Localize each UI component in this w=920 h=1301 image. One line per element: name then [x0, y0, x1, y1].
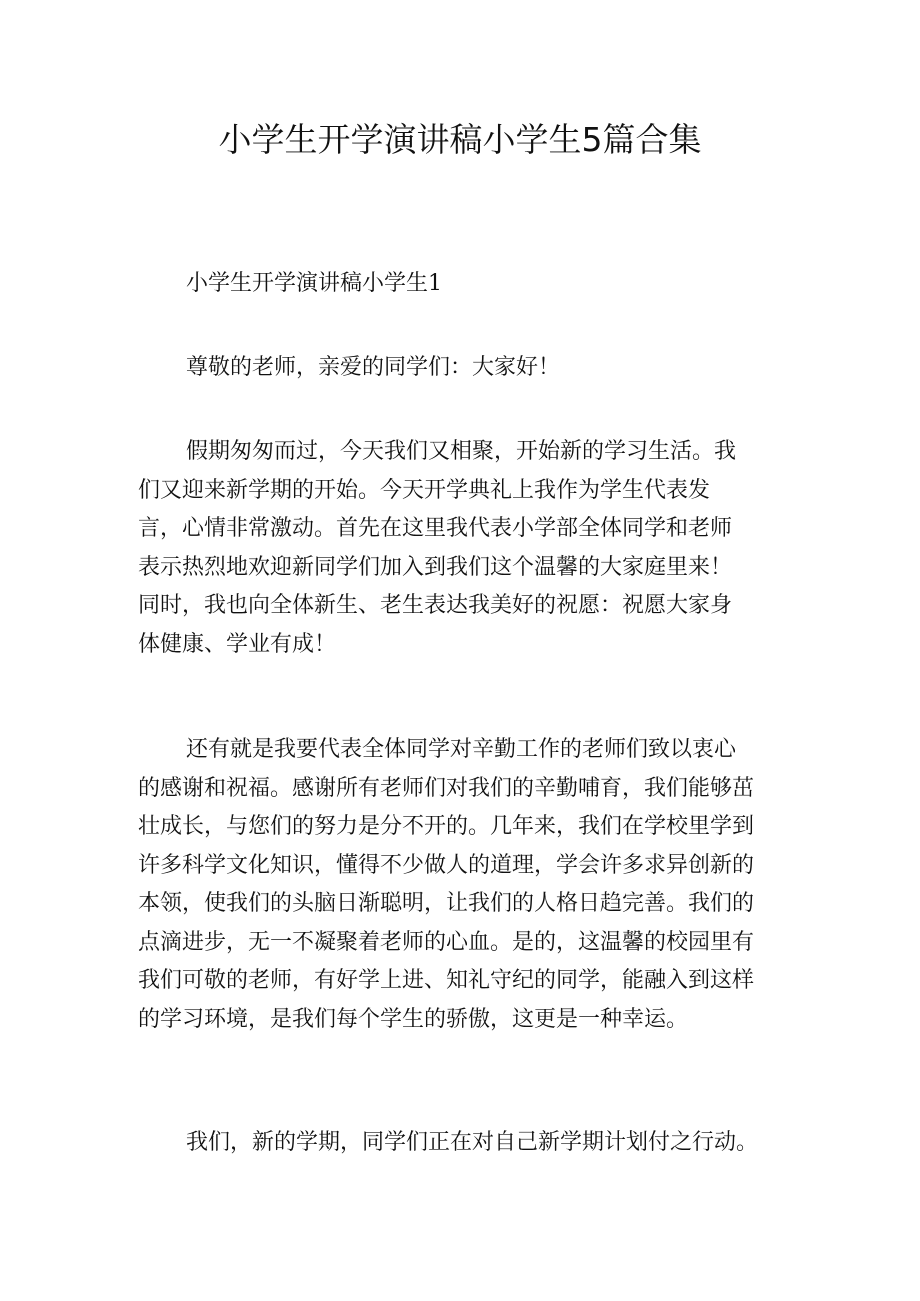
paragraph-1 — [138, 433, 798, 664]
section-heading: 小学生开学演讲稿小学生1 — [186, 271, 442, 296]
paragraph-2 — [138, 731, 798, 1039]
paragraph-line: 表示热烈地欢迎新同学们加入到我们这个温馨的大家庭里来！ — [138, 554, 733, 580]
paragraph-line: 本领，使我们的头脑日渐聪明，让我们的人格日趋完善。我们的 — [138, 891, 755, 916]
paragraph-line: 假期匆匆而过，今天我们又相聚，开始新的学习生活。我 — [186, 439, 737, 464]
paragraph-line: 点滴进步，无一不凝聚着老师的心血。是的，这温馨的校园里有 — [138, 929, 755, 955]
paragraph-line: 们又迎来新学期的开始。今天开学典礼上我作为学生代表发 — [138, 477, 711, 503]
paragraph-line: 的学习环境，是我们每个学生的骄傲，这更是一种幸运。 — [138, 1006, 689, 1032]
paragraph-line: 壮成长，与您们的努力是分不开的。几年来，我们在学校里学到 — [138, 814, 755, 839]
paragraph-3: 我们，新的学期，同学们正在对自己新学期计划付之行动。 — [186, 1130, 759, 1155]
paragraph-line: 我们可敬的老师，有好学上进、知礼守纪的同学，能融入到这样 — [138, 968, 755, 993]
paragraph-line: 还有就是我要代表全体同学对辛勤工作的老师们致以衷心 — [186, 737, 737, 762]
paragraph-line: 许多科学文化知识，懂得不少做人的道理，学会许多求异创新的 — [138, 852, 755, 878]
paragraph-line: 同时，我也向全体新生、老生表达我美好的祝愿：祝愿大家身 — [138, 593, 733, 618]
document-title: 小学生开学演讲稿小学生5篇合集 — [218, 120, 702, 159]
greeting: 尊敬的老师，亲爱的同学们：大家好！ — [186, 355, 561, 380]
paragraph-line: 的感谢和祝福。感谢所有老师们对我们的辛勤哺育，我们能够茁 — [138, 775, 755, 801]
paragraph-line: 言，心情非常激动。首先在这里我代表小学部全体同学和老师 — [138, 516, 733, 541]
paragraph-line: 体健康、学业有成！ — [138, 631, 337, 657]
